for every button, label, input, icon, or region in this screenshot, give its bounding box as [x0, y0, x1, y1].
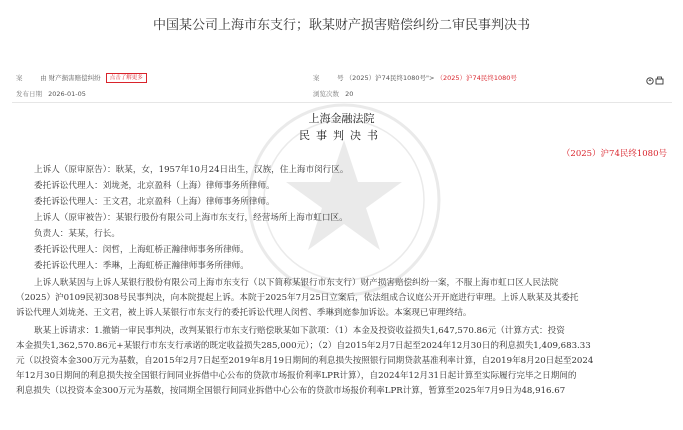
paragraph-claim-line-3: 元（以投资本金300万元为基数，自2015年2月7日起至2019年8月19日期间的利息损失按照银行同期贷款基准利率计算，自2019年8月20日起至2024	[16, 356, 594, 366]
meta-case-reason	[16, 73, 147, 83]
paragraph-claim-line-2: 本金损失1,362,570.86元+某银行市东支行承诺的既定收益损失285,000元）；（2）自2015年2月7日起至2024年12月30日的利息损失1,409,683.33	[16, 341, 591, 351]
paragraph-appellant: 上诉人（原审原告）：耿某，女，1957年10月24日出生，汉族，住上海市闵行区。	[34, 165, 349, 175]
document-type: 民事判决书	[299, 129, 384, 142]
meta-views-label: 浏览次数	[313, 90, 339, 98]
meta-label-case-2: 案	[313, 74, 320, 82]
paragraph-agent-4: 委托诉讼代理人：季琳，上海虹桥正瀚律师事务所律师。	[34, 261, 249, 271]
paragraph-claim-line-5: 利息损失（以投资本金300万元为基数，按同期全国银行间同业拆借中心公布的贷款市场报价利率LPR计算，暂算至2025年7月9日为48,916.67	[16, 386, 566, 396]
meta-category: 由 财产损害赔偿纠纷	[40, 74, 101, 82]
paragraph-agent-2: 委托诉讼代理人：王文君，北京盈科（上海）律师事务所律师。	[34, 197, 275, 207]
meta-case-number	[313, 73, 517, 82]
meta-publish-label: 发布日期	[16, 90, 42, 98]
meta-views	[313, 89, 353, 98]
paragraph-agent-1: 委托诉讼代理人：刘垅尧，北京盈科（上海）律师事务所律师。	[34, 181, 275, 191]
meta-views-value: 20	[345, 90, 354, 98]
paragraph-case-line-1: 上诉人耿某因与上诉人某银行股份有限公司上海市东支行（以下简称某银行市东支行）财产损害赔偿纠纷一案，不服上海市虹口区人民法院	[34, 278, 559, 288]
court-name: 上海金融法院	[308, 112, 375, 125]
meta-publish-date	[16, 89, 86, 98]
paragraph-claim-line-1: 耿某上诉请求：1.撤销一审民事判决，改判某银行市东支行赔偿耿某如下款项：（1）本金及投资收益损失1,647,570.86元（计算方式：投资	[34, 326, 565, 336]
paragraph-agent-3: 委托诉讼代理人：闵哲，上海虹桥正瀚律师事务所律师。	[34, 245, 249, 255]
page-title: 中国某公司上海市东支行；耿某财产损害赔偿纠纷二审民事判决书	[152, 18, 530, 33]
meta-publish-value: 2026-01-05	[48, 90, 86, 98]
share-icon	[646, 76, 664, 86]
paragraph-appellee: 上诉人（原审被告）：某银行股份有限公司上海市东支行，经营场所上海市虹口区。	[34, 213, 348, 223]
meta-label-case: 案	[16, 74, 23, 82]
learn-more-button[interactable]: 点击了解更多	[106, 73, 147, 83]
share-print-icon[interactable]	[646, 76, 664, 86]
paragraph-case-line-3: 诉讼代理人刘垅尧、王文君，被上诉人某银行市东支行的委托诉讼代理人闵哲、季琳到庭参加诉讼。本案现已审理终结。	[16, 308, 472, 318]
paragraph-case-line-2: （2025）沪0109民初308号民事判决，向本院提起上诉。本院于2025年7月25日立案后，依法组成合议庭公开开庭进行审理。上诉人耿某及其委托	[16, 293, 579, 303]
paragraph-responsible: 负责人：某某，行长。	[34, 229, 120, 239]
case-number: （2025）沪74民终1080号	[561, 149, 667, 159]
paragraph-claim-line-4: 年12月30日期间的利息损失按全国银行间同业拆借中心公布的贷款市场报价利率LPR计算），自2024年12月31日起计算至实际履行完毕之日期间的	[16, 371, 577, 381]
meta-case-number-prefix: 号 （2025）沪74民终1080号">	[337, 74, 435, 82]
meta-case-number-red: （2025）沪74民终1080号	[436, 74, 517, 82]
